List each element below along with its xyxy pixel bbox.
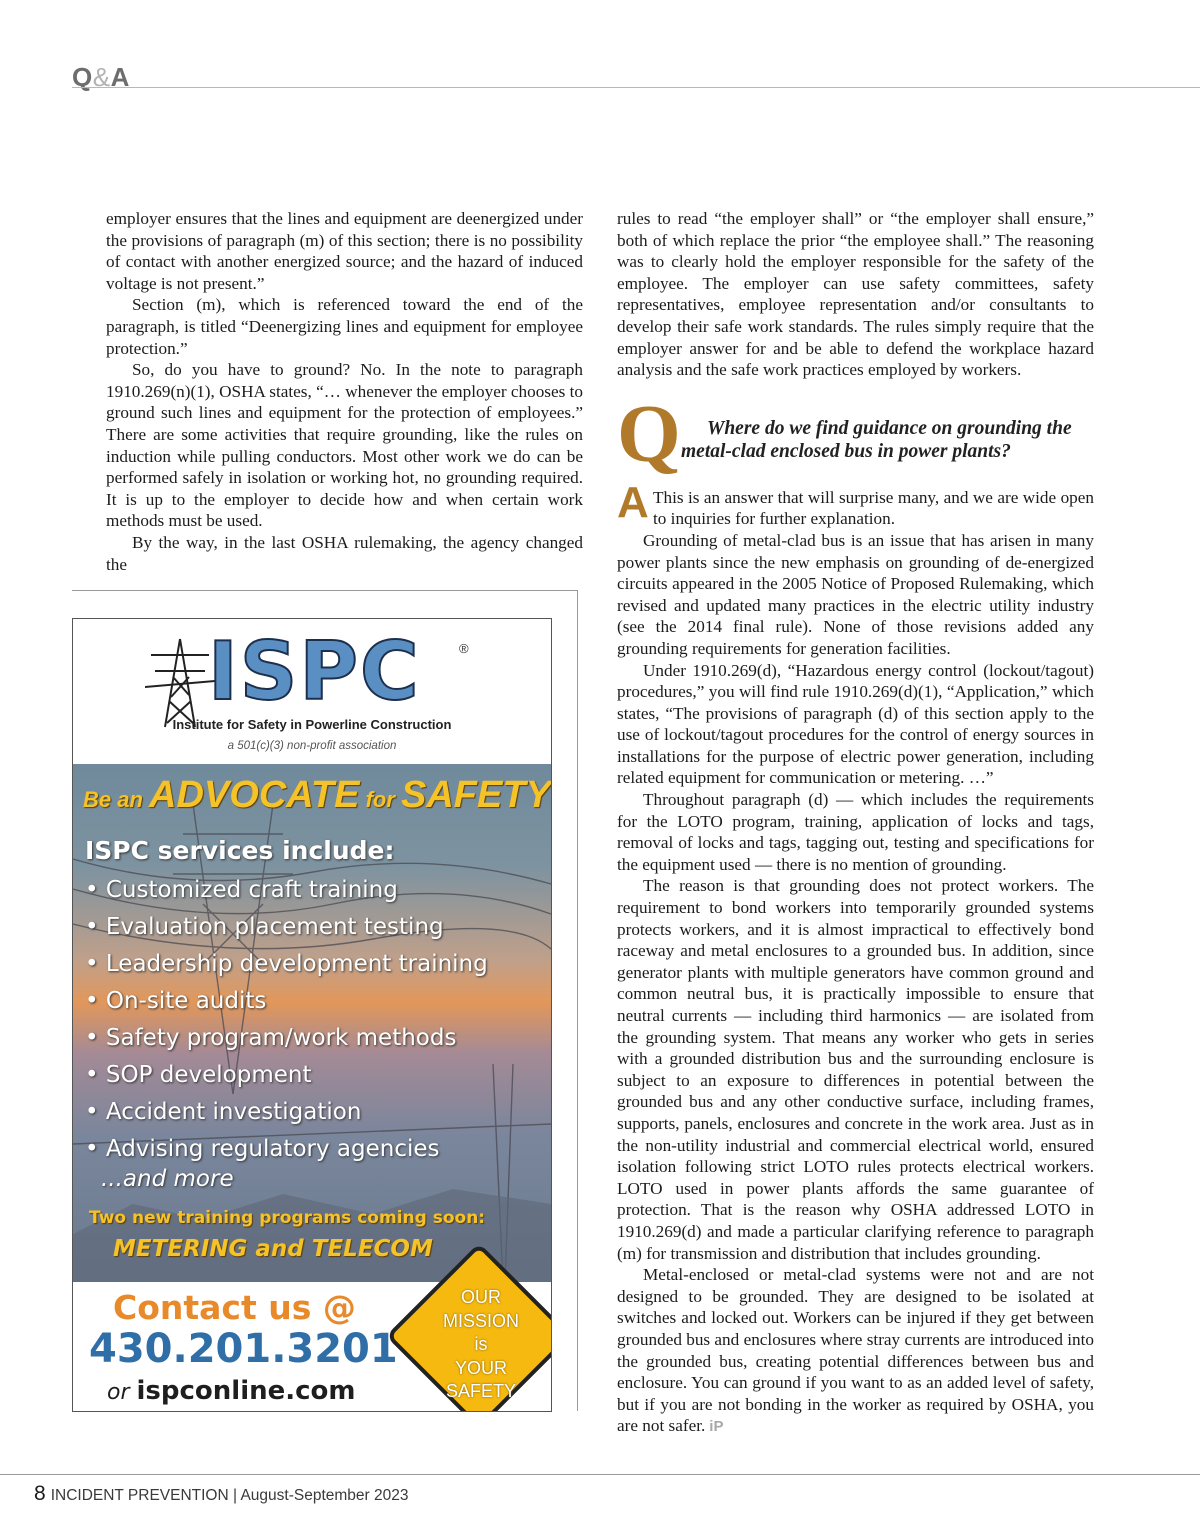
ispc-logo: ISPC: [208, 625, 421, 718]
footer-rule: [0, 1474, 1200, 1475]
mission-sign-text: [391, 1286, 552, 1404]
org-name: Institute for Safety in Powerline Construction: [172, 717, 452, 732]
promo-programs: METERING and TELECOM: [113, 1236, 433, 1262]
ad-photo-panel: [73, 764, 551, 1282]
mission-sign-icon: [391, 1248, 552, 1412]
ad-logo-area: [73, 619, 551, 764]
body-paragraph: The reason is that grounding does not protect workers. The requirement to bond workers into temporarily grounded systems protects workers, and it is almost impractical to effectively bond raceway and metal enclosures to a grounded bus. In addition, since generator plants with multiple generators have common ground and common neutral bus, it is practically impossible to ensure that neutral currents — including third harmonics — are isolated from the grounding system. That means any worker who gets in series with a grounded distribution bus and the surrounding enclosure is subject to an exposure to differences in potential between the grounded bus and any other conductive surface, including frames, supports, panels, enclosures and concrete in the work area. Just as in the non-utility industrial and commercial electrical world, ensured isolation following strict LOTO rules protects electrical workers. LOTO used in power plants affords the same guarantee of protection. That is the reason why OSHA addressed LOTO in 1910.269(d) and made a particular clarifying reference to paragraph (m) for transmission and distribution that includes grounding.: [617, 876, 1094, 1263]
body-paragraph-last: [617, 1264, 1094, 1438]
service-item: • Evaluation placement testing: [85, 914, 444, 940]
answer-lead-text: This is an answer that will surprise many, and we are wide open to inquiries for further explanation.: [653, 487, 1094, 529]
services-title: ISPC services include:: [85, 836, 395, 865]
body-paragraph: employer ensures that the lines and equipment are deenergized under the provisions of paragraph (m) of this section; there is no possibility of contact with another energized source; and the hazard of induced voltage is not present.”: [106, 209, 583, 293]
sign-line: OUR: [461, 1287, 501, 1307]
promo-line: Two new training programs coming soon:: [89, 1208, 486, 1228]
org-note: a 501(c)(3) non-profit association: [227, 740, 397, 752]
body-paragraph: By the way, in the last OSHA rulemaking, the agency changed the: [106, 532, 583, 574]
service-item: • Leadership development training: [85, 951, 488, 977]
service-item: • Customized craft training: [85, 877, 398, 903]
service-item: • SOP development: [85, 1062, 312, 1088]
section-label-q: Q: [72, 62, 93, 92]
services-more: ...and more: [101, 1166, 234, 1192]
body-paragraph: So, do you have to ground? No. In the note to paragraph 1910.269(n)(1), OSHA states, “… whenever the employer chooses to ground such lines and equipment for the protection of employees.” There are some activities that require grounding, like the rules on induction while pulling conductors. Most other work we do can be performed safely in isolation or working hot, no grounding required. It is up to the employer to decide how and when certain work methods must be used.: [106, 360, 583, 531]
sign-line: YOUR: [454, 1357, 507, 1378]
body-paragraph: Grounding of metal-clad bus is an issue that has arisen in many power plants since the new emphasis on grounding of de-energized circuits appeared in the 2005 Notice of Proposed Rulemaking, which revised and updated many practices in the electric utility industry (see the 2014 final rule). None of those revisions added any grounding requirements for generation facilities.: [617, 530, 1094, 658]
section-label-amp: &: [92, 62, 111, 92]
publication-info: INCIDENT PREVENTION | August-September 2023: [50, 1487, 409, 1504]
left-column: [106, 208, 583, 575]
services-list: [85, 872, 488, 1168]
body-paragraph: Section (m), which is referenced toward the end of the paragraph, is titled “Deenergizing lines and equipment for employee protection.”: [106, 295, 583, 358]
page-number: 8: [34, 1482, 46, 1505]
ispc-advertisement[interactable]: [72, 618, 552, 1412]
answer-lead: [617, 477, 1094, 530]
service-item: • Advising regulatory agencies: [85, 1136, 440, 1162]
sign-line: SAFETY: [445, 1381, 516, 1401]
question-letter: Q: [617, 387, 681, 479]
section-label: [72, 62, 130, 93]
last-paragraph-text: Metal-enclosed or metal-clad systems were not and are not designed to be grounded. They are designed to be isolated at switches and locked out. Workers can be injured if they get between grounded bus and enclosures where stray currents are introduced into the grounded bus, creating potential differences between bus and enclosure. You can ground if you want to as an added level of safety, but if you are not bonding in the worker as required by OSHA, you are not safer.: [617, 1265, 1094, 1436]
header-rule: [72, 87, 1200, 88]
headline-be-an: Be an: [83, 787, 150, 812]
headline-advocate: ADVOCATE: [149, 774, 360, 816]
body-paragraph: Throughout paragraph (d) — which includes the requirements for the LOTO program, training, application of locks and tags, removal of locks and tags, tagging out, testing and specifications for the equipment used — there is no mention of grounding.: [617, 790, 1094, 874]
question-text: Where do we find guidance on grounding the metal-clad enclosed bus in power plants?: [681, 417, 1072, 462]
section-label-a: A: [110, 62, 130, 92]
page-footer: [34, 1482, 408, 1506]
end-mark-logo: iP: [709, 1418, 724, 1436]
right-column: [617, 208, 1094, 1438]
website-url[interactable]: ispconline.com: [136, 1376, 356, 1406]
headline-for: for: [359, 787, 402, 812]
contact-or: or: [107, 1380, 137, 1405]
answer-letter: A: [617, 477, 649, 527]
contact-phone-link[interactable]: 430.201.3201: [89, 1326, 398, 1372]
contact-heading: Contact us @: [113, 1288, 356, 1327]
transmission-tower-icon: [145, 637, 215, 729]
contact-website-link[interactable]: [107, 1376, 356, 1406]
sign-line: is: [474, 1334, 488, 1354]
registered-mark: ®: [459, 641, 469, 656]
sign-line: MISSION: [442, 1310, 519, 1331]
body-paragraph: rules to read “the employer shall” or “the employer shall ensure,” both of which replace the prior “the employee shall.” The reasoning was to clearly hold the employer responsible for the safety of the employee. The employer can use safety committees, safety representatives, employee representation and/or consultants to develop their safe work standards. The rules simply require that the employer answer for and be able to defend the workplace hazard analysis and the safe work practices employed by workers.: [617, 209, 1094, 380]
headline-safety: SAFETY: [401, 774, 551, 816]
body-paragraph: Under 1910.269(d), “Hazardous energy control (lockout/tagout) procedures,” you will find rule 1910.269(d)(1), “Application,” which states, “The provisions of paragraph (d) of this section apply to the use of lockout/tagout procedures for the control of energy sources in installations for the purpose of electric power generation, including related equipment for communication or metering. …”: [617, 660, 1094, 788]
service-item: • Accident investigation: [85, 1099, 362, 1125]
service-item: • Safety program/work methods: [85, 1025, 457, 1051]
service-item: • On-site audits: [85, 988, 267, 1014]
question-block: [617, 387, 1094, 479]
ad-headline: [83, 774, 551, 817]
